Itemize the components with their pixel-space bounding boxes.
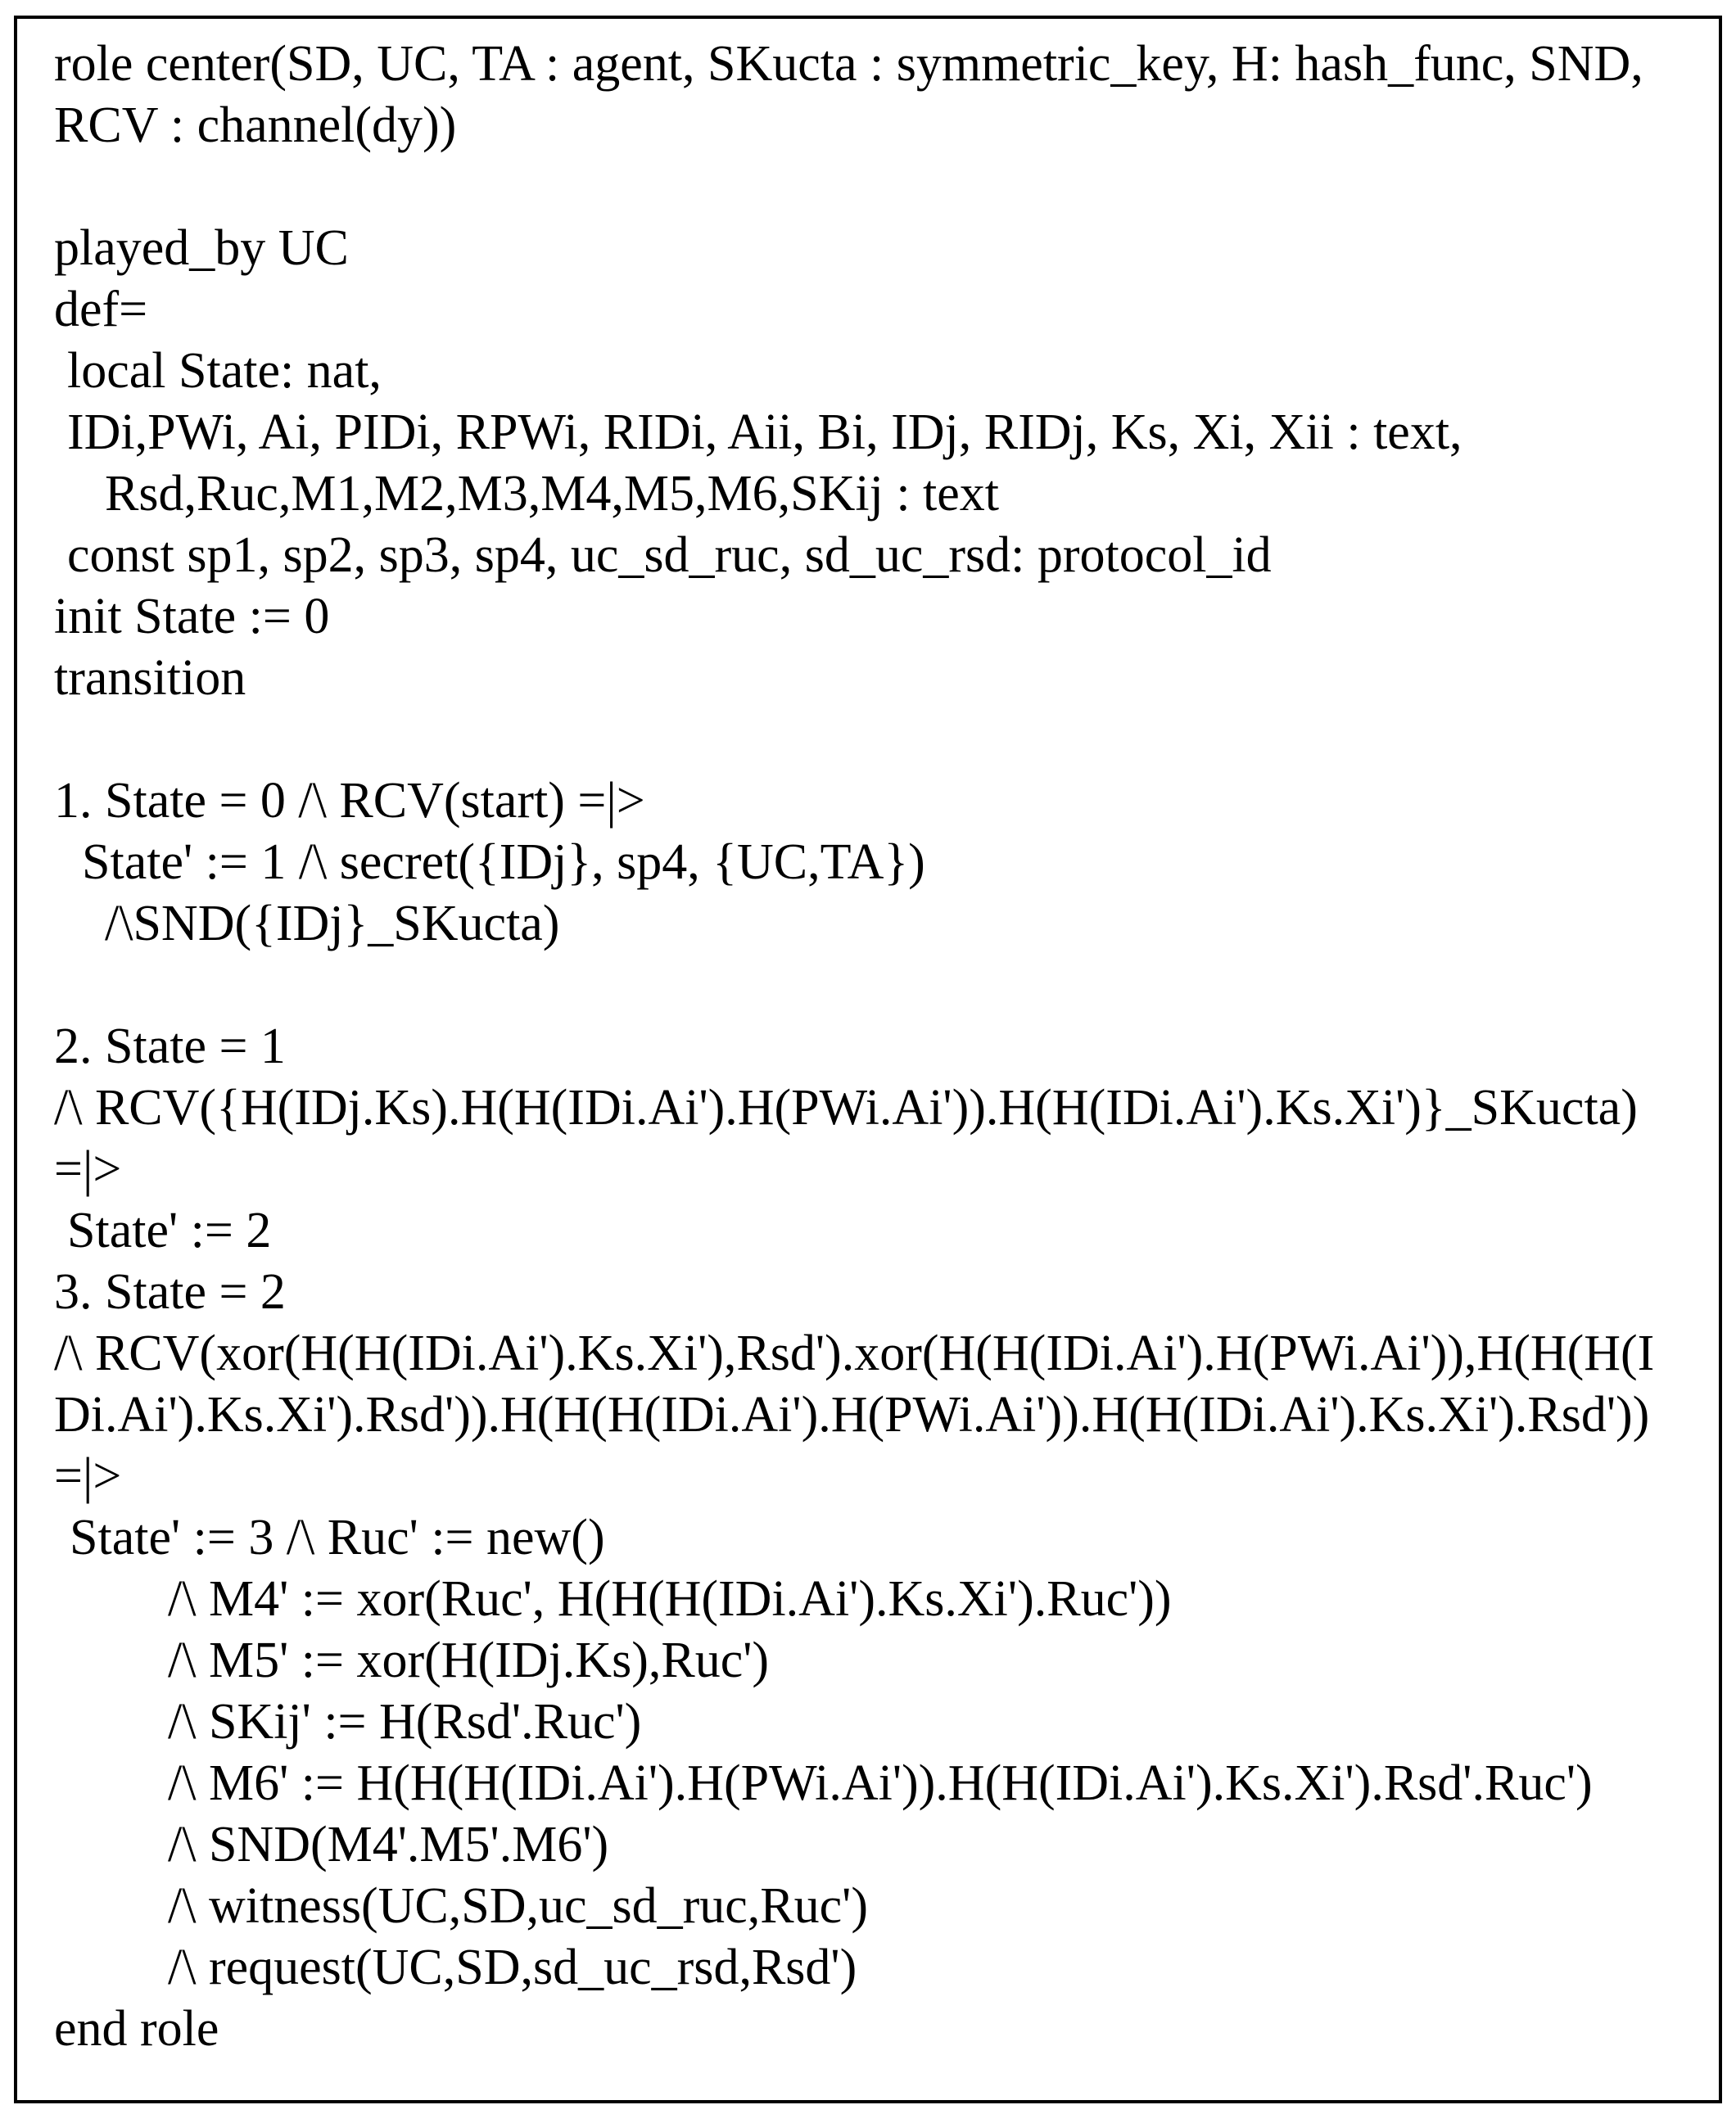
transition-3-m5: /\ M5' := xor(H(IDj.Ks),Ruc') — [168, 1633, 770, 1688]
transition-keyword: transition — [54, 650, 246, 706]
role-signature-line-1: role center(SD, UC, TA : agent, SKucta : symmetric_key, H: hash_func, SND, — [54, 36, 1643, 92]
transition-3-request: /\ request(UC,SD,sd_uc_rsd,Rsd') — [168, 1940, 857, 1995]
init-line: init State := 0 — [54, 589, 330, 644]
role-signature-line-2: RCV : channel(dy)) — [54, 97, 457, 153]
transition-2-guard: 2. State = 1 — [54, 1019, 286, 1074]
local-declaration-line: local State: nat, — [67, 343, 382, 399]
transition-3-m6: /\ M6' := H(H(H(IDi.Ai').H(PWi.Ai')).H(H(IDi.Ai').Ks.Xi').Rsd'.Ruc') — [168, 1755, 1593, 1811]
transition-3-send: /\ SND(M4'.M5'.M6') — [168, 1817, 609, 1872]
def-line: def= — [54, 282, 148, 337]
transition-3-receive-line-2: Di.Ai').Ks.Xi').Rsd')).H(H(H(IDi.Ai').H(PWi.Ai')).H(H(IDi.Ai').Ks.Xi').Rsd')) — [54, 1387, 1650, 1443]
transition-3-skij: /\ SKij' := H(Rsd'.Ruc') — [168, 1694, 642, 1750]
end-role-line: end role — [54, 2001, 219, 2057]
transition-3-receive-line-1: /\ RCV(xor(H(H(IDi.Ai').Ks.Xi'),Rsd').xor(H(H(IDi.Ai').H(PWi.Ai')),H(H(H(I — [54, 1326, 1655, 1381]
transition-2-receive: /\ RCV({H(IDj.Ks).H(H(IDi.Ai').H(PWi.Ai')).H(H(IDi.Ai').Ks.Xi')}_SKucta) — [54, 1080, 1638, 1136]
transition-3-action: State' := 3 /\ Ruc' := new() — [70, 1510, 605, 1565]
transition-1-send: /\SND({IDj}_SKucta) — [105, 896, 560, 951]
transition-3-guard: 3. State = 2 — [54, 1264, 286, 1320]
local-variables-line-2: Rsd,Ruc,M1,M2,M3,M4,M5,M6,SKij : text — [105, 466, 1000, 522]
transition-2-action: State' := 2 — [67, 1203, 272, 1258]
transition-1-guard: 1. State = 0 /\ RCV(start) =|> — [54, 773, 645, 829]
local-variables-line-1: IDi,PWi, Ai, PIDi, RPWi, RIDi, Aii, Bi, IDj, RIDj, Ks, Xi, Xii : text, — [67, 404, 1462, 460]
played-by-line: played_by UC — [54, 220, 349, 276]
transition-3-arrow: =|> — [54, 1448, 122, 1504]
transition-3-m4: /\ M4' := xor(Ruc', H(H(H(IDi.Ai').Ks.Xi').Ruc')) — [168, 1571, 1172, 1627]
transition-1-action: State' := 1 /\ secret({IDj}, sp4, {UC,TA}) — [82, 834, 925, 890]
transition-2-arrow: =|> — [54, 1141, 122, 1197]
const-declaration-line: const sp1, sp2, sp3, sp4, uc_sd_ruc, sd_uc_rsd: protocol_id — [67, 527, 1272, 583]
transition-3-witness: /\ witness(UC,SD,uc_sd_ruc,Ruc') — [168, 1878, 868, 1934]
